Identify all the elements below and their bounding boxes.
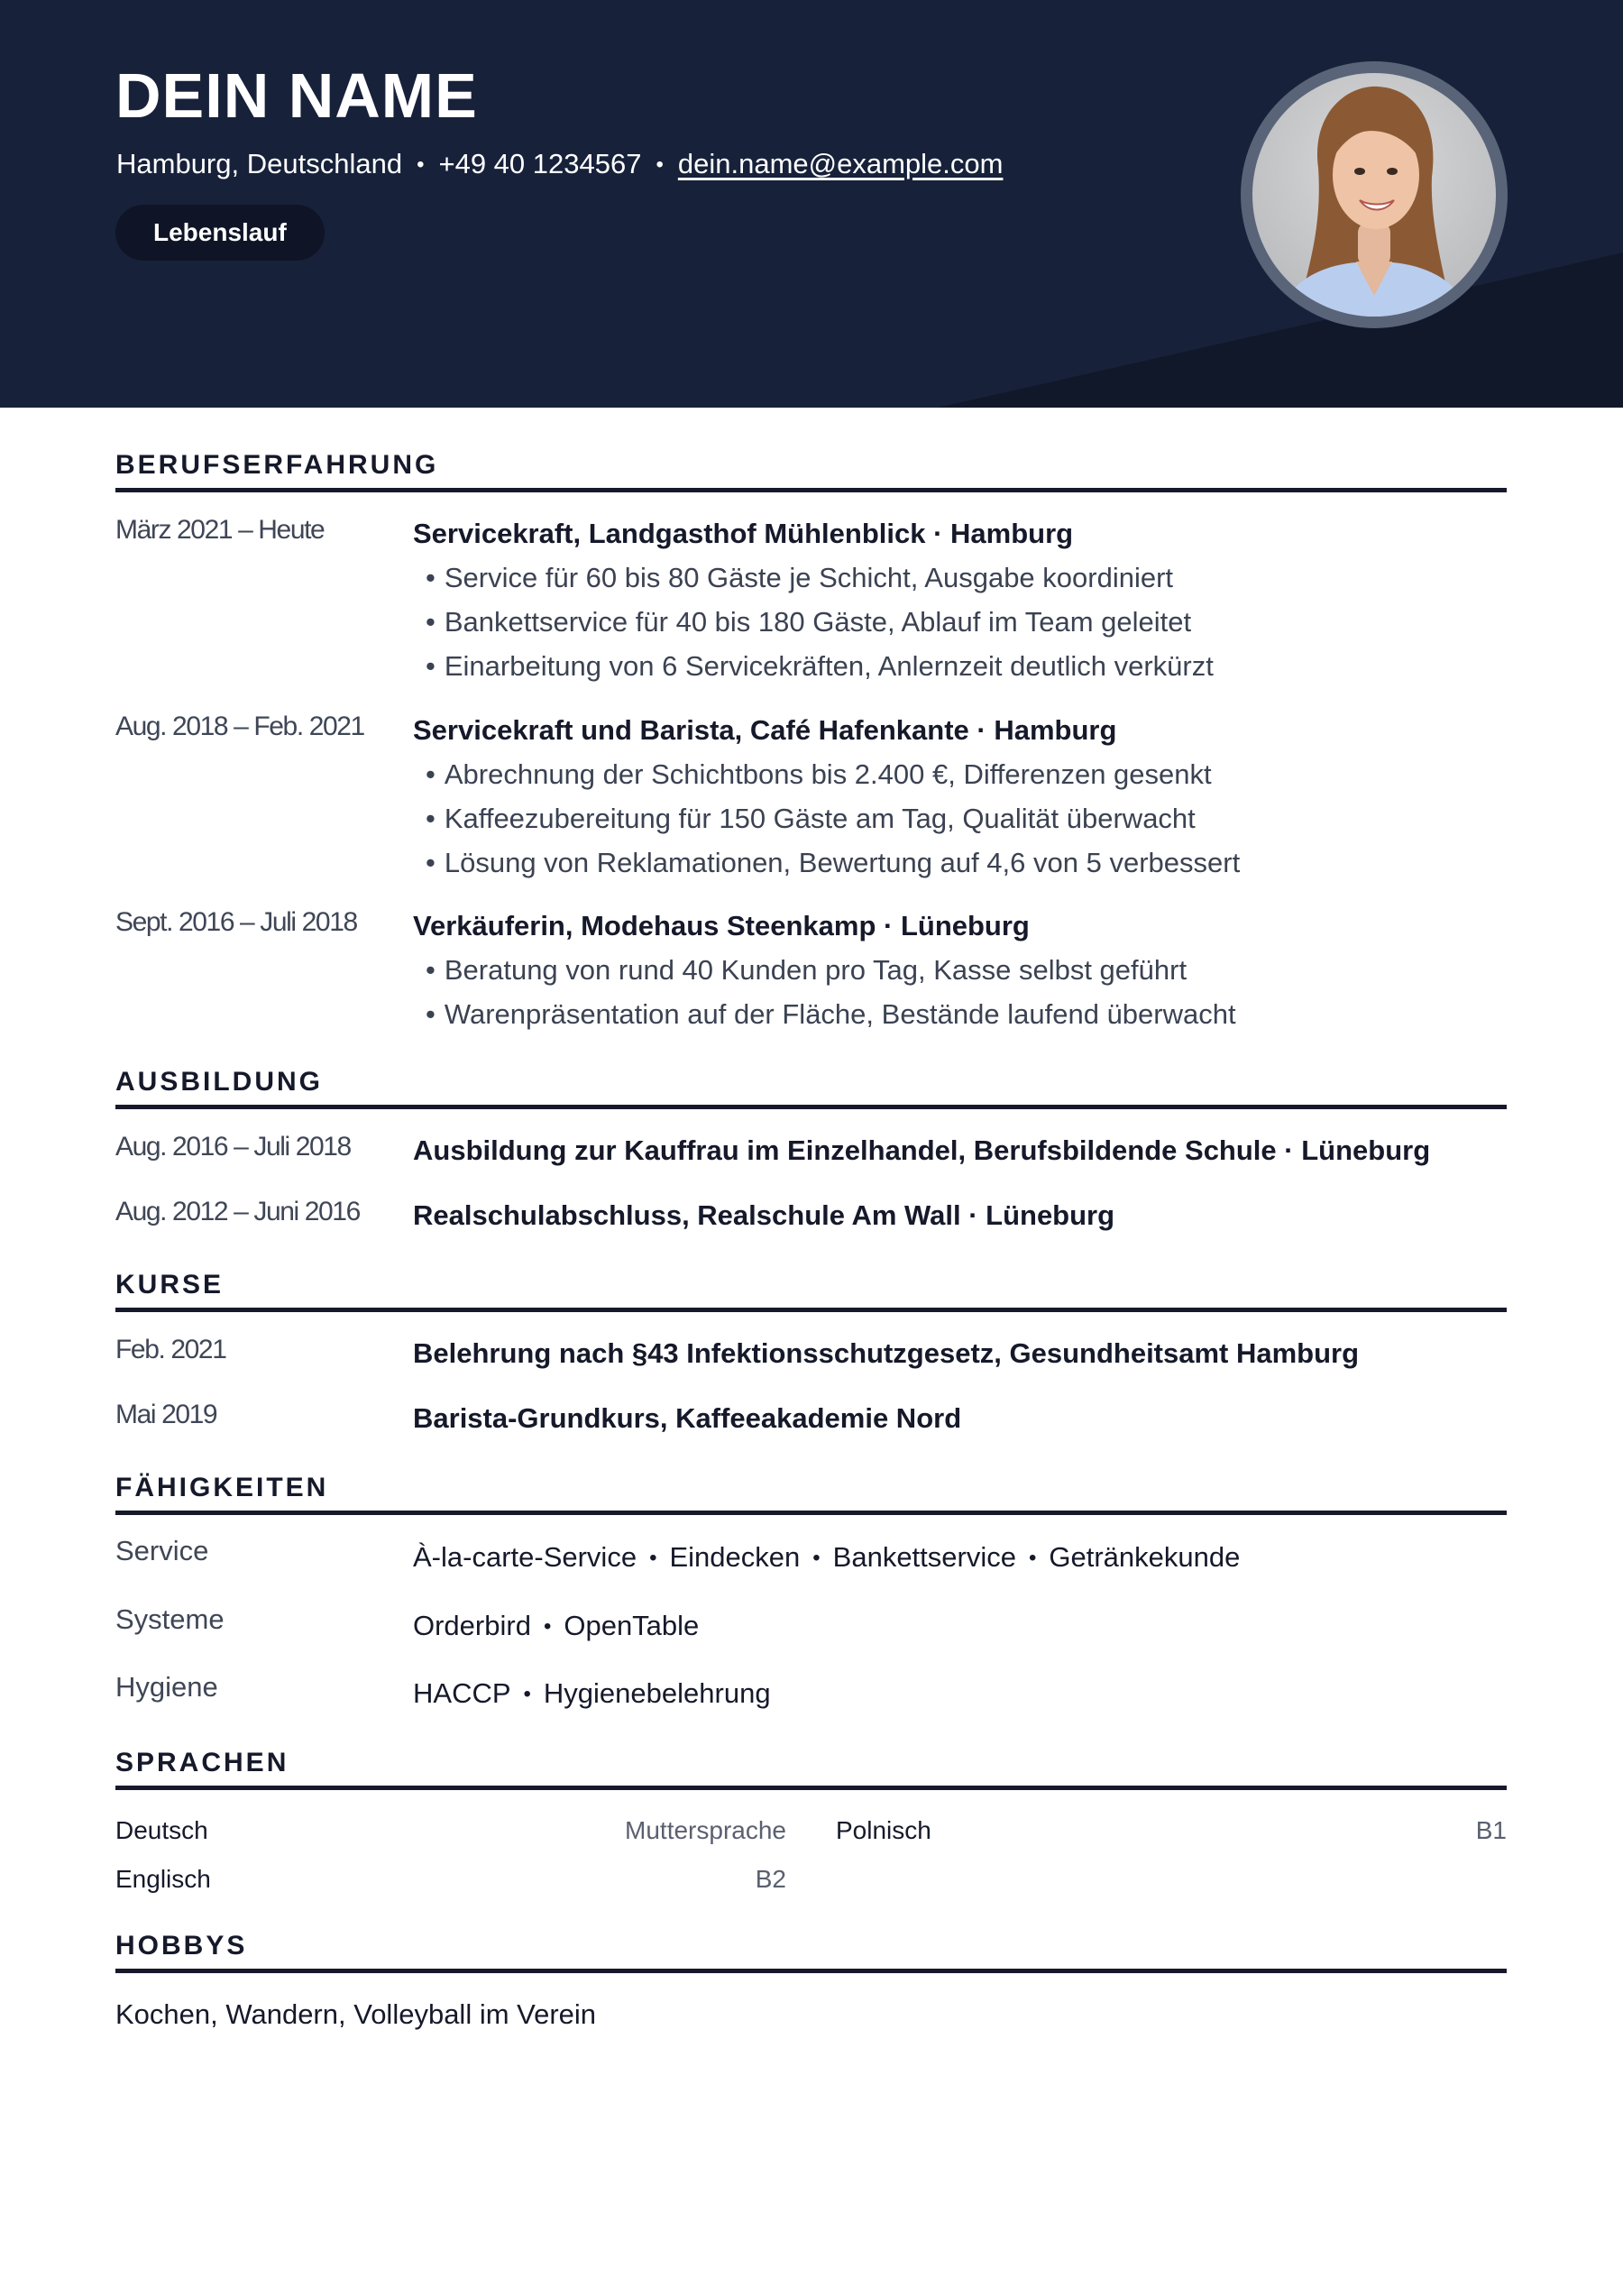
language-level: B1: [1475, 1816, 1507, 1844]
section-divider: [115, 488, 1507, 492]
skill-item: Bankettservice: [832, 1541, 1016, 1573]
phone-number: +49 40 1234567: [438, 148, 642, 179]
skill-item: Orderbird: [413, 1610, 531, 1641]
entry-role: Belehrung nach §43 Infektionsschutzgesetz, Gesundheitsamt Hamburg: [413, 1337, 1360, 1369]
resume-header: [0, 0, 1623, 408]
hobbies-text: Kochen, Wandern, Volleyball im Verein: [115, 1998, 597, 2030]
entry-date: Aug. 2016 – Juli 2018: [115, 1132, 351, 1162]
portrait-photo-icon: [1239, 60, 1509, 330]
entry-bullet: • Abrechnung der Schichtbons bis 2.400 €, Differenzen gesenkt: [426, 757, 1212, 793]
entry-role: Verkäuferin, Modehaus Steenkamp · Lüneburg: [413, 910, 1030, 941]
section-divider: [115, 1308, 1507, 1312]
separator-dot: •: [1028, 1546, 1037, 1570]
skill-category: Service: [115, 1535, 209, 1566]
section-title-languages: SPRACHEN: [115, 1748, 289, 1777]
candidate-name: DEIN NAME: [115, 60, 478, 131]
entry-role: Realschulabschluss, Realschule Am Wall · Lüneburg: [413, 1199, 1115, 1231]
document-type-badge: Lebenslauf: [115, 205, 325, 261]
section-title-hobbies: HOBBYS: [115, 1931, 248, 1961]
skill-item: Hygienebelehrung: [543, 1677, 771, 1709]
section-divider: [115, 1786, 1507, 1790]
entry-date: Sept. 2016 – Juli 2018: [115, 907, 357, 937]
skill-list: [413, 1676, 771, 1713]
entry-bullet: • Lösung von Reklamationen, Bewertung auf 4,6 von 5 verbessert: [426, 845, 1240, 881]
entry-role: Servicekraft und Barista, Café Hafenkante · Hamburg: [413, 714, 1117, 746]
entry-date: Mai 2019: [115, 1400, 217, 1429]
entry-bullet: • Warenpräsentation auf der Fläche, Bestände laufend überwacht: [426, 996, 1236, 1033]
language-name: Deutsch: [115, 1816, 208, 1844]
contact-line: [116, 144, 1003, 185]
skill-list: [413, 1539, 1240, 1576]
entry-role: Barista-Grundkurs, Kaffeeakademie Nord: [413, 1402, 962, 1434]
section-divider: [115, 1511, 1507, 1515]
separator-dot: •: [812, 1546, 821, 1570]
entry-date: März 2021 – Heute: [115, 515, 325, 545]
skill-item: À-la-carte-Service: [413, 1541, 637, 1573]
separator-dot: •: [523, 1682, 531, 1706]
skill-list: [413, 1608, 699, 1645]
entry-bullet: • Bankettservice für 40 bis 180 Gäste, Ablauf im Team geleitet: [426, 604, 1191, 640]
separator-dot: •: [417, 152, 425, 177]
skill-item: Eindecken: [669, 1541, 801, 1573]
entry-role: Ausbildung zur Kauffrau im Einzelhandel, Berufsbildende Schule · Lüneburg: [413, 1134, 1431, 1166]
skill-item: Getränkekunde: [1049, 1541, 1241, 1573]
entry-date: Feb. 2021: [115, 1335, 226, 1364]
section-title-education: AUSBILDUNG: [115, 1067, 323, 1097]
location: Hamburg, Deutschland: [116, 148, 403, 179]
separator-dot: •: [649, 1546, 657, 1570]
section-divider: [115, 1105, 1507, 1109]
language-level: Muttersprache: [625, 1816, 786, 1844]
skill-category: Systeme: [115, 1603, 225, 1635]
entry-bullet: • Service für 60 bis 80 Gäste je Schicht, Ausgabe koordiniert: [426, 560, 1173, 596]
language-level: B2: [755, 1865, 786, 1893]
entry-bullet: • Einarbeitung von 6 Servicekräften, Anlernzeit deutlich verkürzt: [426, 648, 1214, 684]
section-title-courses: KURSE: [115, 1270, 225, 1300]
skill-category: Hygiene: [115, 1671, 218, 1703]
language-name: Englisch: [115, 1865, 211, 1893]
email-link[interactable]: dein.name@example.com: [677, 148, 1004, 179]
entry-date: Aug. 2012 – Juni 2016: [115, 1197, 360, 1226]
entry-date: Aug. 2018 – Feb. 2021: [115, 712, 364, 741]
separator-dot: •: [543, 1614, 552, 1639]
skill-item: HACCP: [413, 1677, 511, 1709]
section-title-skills: FÄHIGKEITEN: [115, 1473, 329, 1502]
language-name: Polnisch: [836, 1816, 931, 1844]
skill-item: OpenTable: [564, 1610, 700, 1641]
entry-bullet: • Kaffeezubereitung für 150 Gäste am Tag, Qualität überwacht: [426, 801, 1196, 837]
section-title-experience: BERUFSERFAHRUNG: [115, 450, 439, 480]
entry-role: Servicekraft, Landgasthof Mühlenblick · Hamburg: [413, 518, 1074, 549]
separator-dot: •: [656, 152, 664, 177]
entry-bullet: • Beratung von rund 40 Kunden pro Tag, Kasse selbst geführt: [426, 952, 1187, 988]
section-divider: [115, 1969, 1507, 1973]
